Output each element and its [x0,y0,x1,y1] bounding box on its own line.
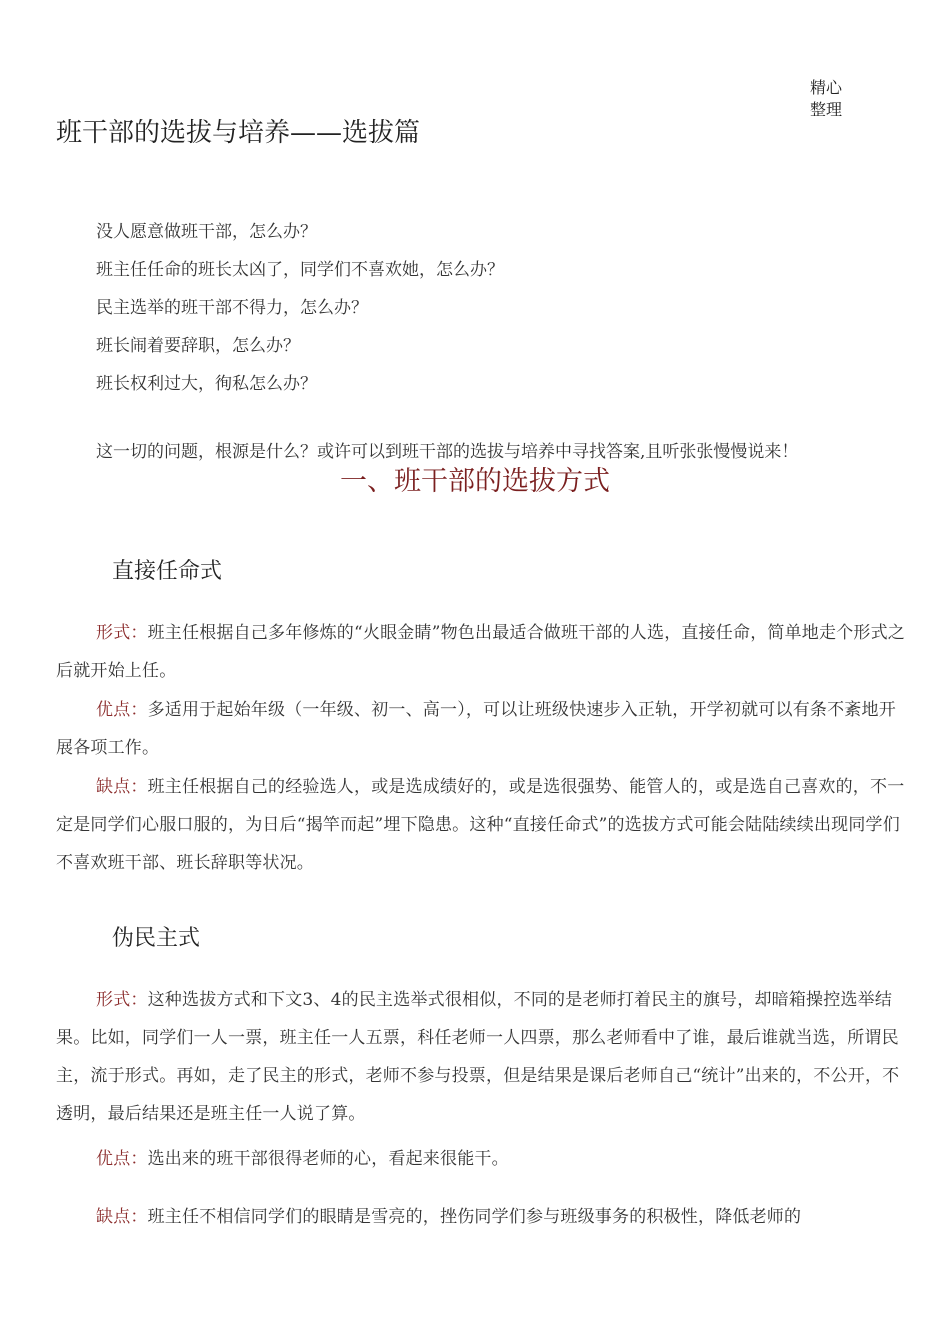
method-1-pros-paragraph [56,691,906,767]
label-separator: ： [130,990,148,1010]
method-1-form-paragraph [56,614,906,690]
cons-text: 班主任不相信同学们的眼睛是雪亮的，挫伤同学们参与班级事务的积极性，降低老师的 [147,1207,802,1227]
method-2-pros-paragraph [56,1140,906,1178]
method-1-cons-paragraph [56,768,906,882]
question-item: 没人愿意做班干部，怎么办？ [96,222,317,242]
question-item: 班长闹着要辞职，怎么办？ [96,336,300,356]
corner-note-line-1: 精心 [810,78,843,97]
label-separator: ： [130,777,148,797]
pros-text: 多适用于起始年级（一年级、初一、高一），可以让班级快速步入正轨，开学初就可以有条不紊地开展各项工作。 [56,700,896,758]
pros-label: 优点 [96,1149,131,1169]
corner-note-line-2: 整理 [810,100,843,119]
method-2-form-paragraph [56,981,906,1133]
label-separator: ： [130,1149,148,1169]
cons-text: 班主任根据自己的经验选人，或是选成绩好的，或是选很强势、能管人的，或是选自己喜欢的，不一定是同学们心服口服的，为日后“揭竿而起”埋下隐患。这种“直接任命式”的选拔方式可能会陆陆续续出现同学们不喜欢班干部、班长辞职等状况。 [56,777,905,873]
method-heading-direct-appointment: 直接任命式 [112,559,223,584]
pros-text: 选出来的班干部很得老师的心，看起来很能干。 [147,1149,509,1169]
form-label: 形式 [96,990,131,1010]
section-title: 一、班干部的选拔方式 [340,466,610,497]
form-text: 班主任根据自己多年修炼的“火眼金睛”物色出最适合做班干部的人选，直接任命，简单地走个形式之后就开始上任。 [56,623,905,681]
document-title: 班干部的选拔与培养——选拔篇 [56,118,421,148]
cons-label: 缺点 [96,1207,131,1227]
method-heading-pseudo-democracy: 伪民主式 [112,926,201,951]
question-item: 民主选举的班干部不得力，怎么办？ [96,298,368,318]
form-label: 形式 [96,623,131,643]
corner-note [810,77,842,121]
method-2-cons-paragraph [56,1198,906,1236]
question-list [96,213,896,403]
label-separator: ： [130,1207,148,1227]
label-separator: ： [130,700,148,720]
pros-label: 优点 [96,700,131,720]
question-item: 班主任任命的班长太凶了，同学们不喜欢她，怎么办？ [96,260,504,280]
label-separator: ： [130,623,148,643]
form-text: 这种选拔方式和下文3、4的民主选举式很相似，不同的是老师打着民主的旗号，却暗箱操控选举结果。比如，同学们一人一票，班主任一人五票，科任老师一人四票，那么老师看中了谁，最后谁就当选，所谓民主，流于形式。再如，走了民主的形式，老师不参与投票，但是结果是课后老师自己“统计”出来的，不公开，不透明，最后结果还是班主任一人说了算。 [56,990,900,1124]
intro-paragraph: 这一切的问题，根源是什么？或许可以到班干部的选拔与培养中寻找答案,且听张张慢慢说来！ [96,442,799,462]
cons-label: 缺点 [96,777,131,797]
question-item: 班长权利过大，徇私怎么办？ [96,374,317,394]
